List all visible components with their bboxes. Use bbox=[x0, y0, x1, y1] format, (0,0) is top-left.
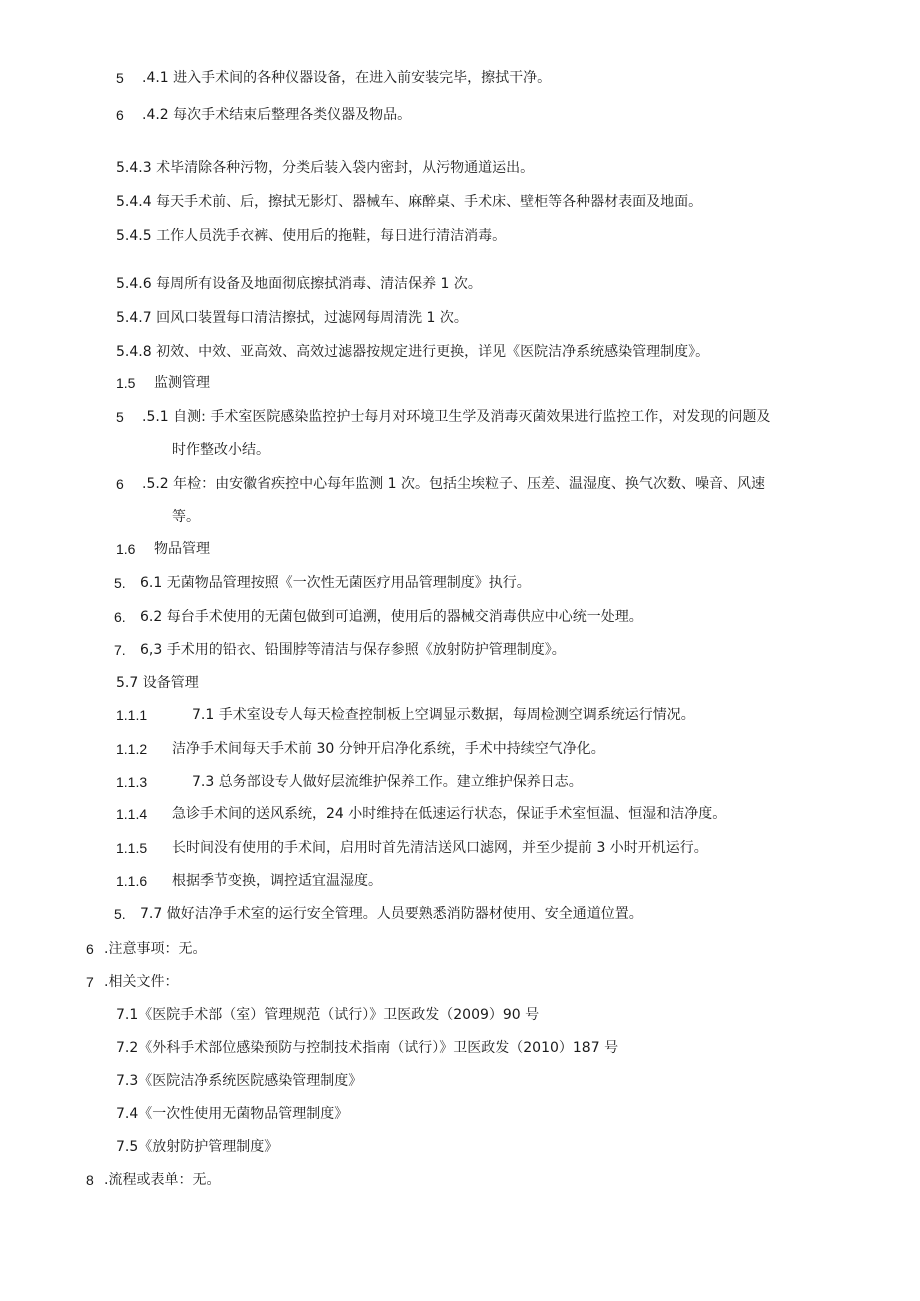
line-text: 7.2《外科手术部位感染预防与控制技术指南（试行）》卫医政发（2010）187 号 bbox=[116, 1040, 619, 1056]
section-number: 1.5 bbox=[116, 375, 136, 391]
line-text: 5.4.6 每周所有设备及地面彻底擦拭消毒、清洁保养 1 次。 bbox=[116, 276, 482, 292]
section-number: 6. bbox=[114, 609, 126, 625]
line-text: 7.4《一次性使用无菌物品管理制度》 bbox=[116, 1106, 349, 1122]
section-number: 5 bbox=[116, 70, 124, 86]
line-text: 5.4.8 初效、中效、亚高效、高效过滤器按规定进行更换，详见《医院洁净系统感染管理制度》。 bbox=[116, 344, 710, 360]
line-text: 长时间没有使用的手术间，启用时首先清洁送风口滤网，并至少提前 3 小时开机运行。 bbox=[172, 840, 708, 856]
line-text: 6,3 手术用的铅衣、铅围脖等清洁与保存参照《放射防护管理制度》。 bbox=[140, 642, 566, 658]
line-text: .5.2 年检：由安徽省疾控中心每年监测 1 次。包括尘埃粒子、压差、温湿度、换气次数、噪音、风速 bbox=[142, 476, 765, 492]
line-text: 7.3 总务部设专人做好层流维护保养工作。建立维护保养日志。 bbox=[192, 774, 583, 790]
line-text: 5.4.3 术毕清除各种污物，分类后装入袋内密封，从污物通道运出。 bbox=[116, 160, 535, 176]
line-text: 监测管理 bbox=[154, 375, 210, 391]
section-number: 8 bbox=[86, 1172, 94, 1188]
line-text: .相关文件： bbox=[104, 974, 179, 990]
line-text: 5.4.7 回风口装置每口清洁擦拭，过滤网每周清洗 1 次。 bbox=[116, 310, 468, 326]
line-text: .4.2 每次手术结束后整理各类仪器及物品。 bbox=[142, 107, 412, 123]
line-text: 7.7 做好洁净手术室的运行安全管理。人员要熟悉消防器材使用、安全通道位置。 bbox=[140, 906, 643, 922]
section-number: 7. bbox=[114, 642, 126, 658]
line-text: 急诊手术间的送风系统，24 小时维持在低速运行状态，保证手术室恒温、恒湿和洁净度。 bbox=[172, 806, 727, 822]
section-number: 6 bbox=[116, 476, 124, 492]
section-number: 1.1.5 bbox=[116, 840, 148, 856]
section-number: 1.1.3 bbox=[116, 774, 148, 790]
line-text: .注意事项：无。 bbox=[104, 941, 207, 957]
line-text: 7.1 手术室设专人每天检查控制板上空调显示数据，每周检测空调系统运行情况。 bbox=[192, 707, 695, 723]
section-number: 5. bbox=[114, 906, 126, 922]
line-text: 洁净手术间每天手术前 30 分钟开启净化系统，手术中持续空气净化。 bbox=[172, 741, 605, 757]
section-number: 5 bbox=[116, 409, 124, 425]
section-number: 7 bbox=[86, 974, 94, 990]
line-text: 根据季节变换，调控适宜温湿度。 bbox=[172, 873, 382, 889]
section-number: 6 bbox=[116, 107, 124, 123]
line-text: 5.4.4 每天手术前、后，擦拭无影灯、器械车、麻醉桌、手术床、壁柜等各种器材表面及地面。 bbox=[116, 194, 703, 210]
line-text: 等。 bbox=[172, 509, 200, 525]
line-text: .4.1 进入手术间的各种仪器设备，在进入前安装完毕，擦拭干净。 bbox=[142, 70, 552, 86]
line-text: 物品管理 bbox=[154, 541, 210, 557]
line-text: 5.4.5 工作人员洗手衣裤、使用后的拖鞋，每日进行清洁消毒。 bbox=[116, 228, 507, 244]
section-number: 1.1.2 bbox=[116, 741, 148, 757]
line-text: 7.5《放射防护管理制度》 bbox=[116, 1139, 279, 1155]
line-text: 6.1 无菌物品管理按照《一次性无菌医疗用品管理制度》执行。 bbox=[140, 575, 531, 591]
section-number: 5. bbox=[114, 575, 126, 591]
line-text: 7.1《医院手术部（室）管理规范（试行）》卫医政发（2009）90 号 bbox=[116, 1007, 540, 1023]
section-number: 1.1.6 bbox=[116, 873, 148, 889]
section-number: 1.1.4 bbox=[116, 806, 148, 822]
section-number: 1.1.1 bbox=[116, 707, 148, 723]
line-text: .5.1 自测: 手术室医院感染监控护士每月对环境卫生学及消毒灭菌效果进行监控工作，对发现的问题及 bbox=[142, 409, 771, 425]
line-text: 时作整改小结。 bbox=[172, 442, 270, 458]
line-text: 5.7 设备管理 bbox=[116, 675, 199, 691]
line-text: 7.3《医院洁净系统医院感染管理制度》 bbox=[116, 1073, 363, 1089]
line-text: .流程或表单：无。 bbox=[104, 1172, 221, 1188]
section-number: 1.6 bbox=[116, 541, 136, 557]
line-text: 6.2 每台手术使用的无菌包做到可追溯，使用后的器械交消毒供应中心统一处理。 bbox=[140, 609, 643, 625]
section-number: 6 bbox=[86, 941, 94, 957]
